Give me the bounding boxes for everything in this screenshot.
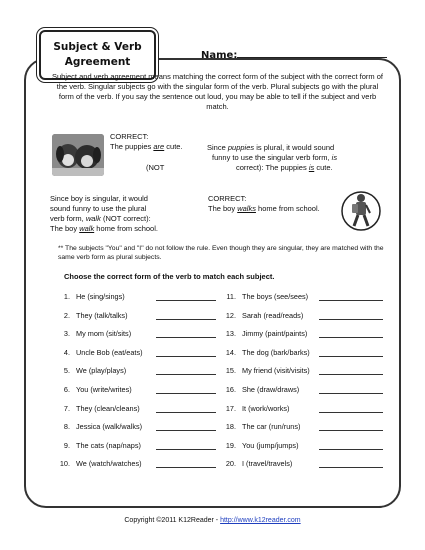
item-text: You (write/writes): [76, 384, 132, 394]
answer-blank[interactable]: [319, 449, 383, 450]
exercise-item: [222, 437, 387, 456]
item-number: 4.: [63, 347, 70, 357]
boy-line-4: [50, 224, 158, 234]
answer-blank[interactable]: [319, 393, 383, 394]
item-number: 3.: [63, 329, 70, 339]
text-span: The puppies: [110, 142, 154, 151]
answer-blank[interactable]: [156, 337, 216, 338]
boy-correct-label: CORRECT:: [208, 194, 247, 203]
text-span: correct): The puppies: [236, 163, 309, 172]
item-text: Jessica (walk/walks): [76, 422, 143, 432]
exercise-item: [222, 418, 387, 437]
item-number: 15.: [225, 366, 236, 376]
word-span: puppies: [227, 143, 255, 152]
puppy-not-label: (NOT: [146, 163, 165, 172]
puppy-plural-line-2: [212, 153, 337, 163]
exercise-item: [222, 381, 387, 400]
boy-line-2: sound funny to use the plural: [50, 204, 147, 213]
verb-span: is: [331, 153, 338, 162]
item-text: We (watch/watches): [76, 459, 142, 469]
answer-blank[interactable]: [156, 319, 216, 320]
text-span: verb form,: [50, 214, 86, 223]
text-span: cute.: [164, 142, 183, 151]
answer-blank[interactable]: [156, 393, 216, 394]
item-number: 11.: [226, 292, 236, 301]
answer-blank[interactable]: [319, 337, 383, 338]
exercise-item: [222, 307, 387, 326]
answer-blank[interactable]: [319, 467, 383, 468]
name-blank[interactable]: [237, 48, 387, 58]
exercise-item: [56, 381, 221, 400]
exercise-item: [56, 288, 221, 307]
item-text: You (jump/jumps): [242, 440, 299, 450]
exercise-item: [56, 344, 221, 363]
boy-walking-image: [341, 186, 381, 236]
text-span: funny to use the singular verb form,: [212, 153, 332, 162]
items-right-column: [222, 288, 387, 474]
verb-span: are: [153, 142, 165, 151]
item-number: 10.: [59, 459, 70, 469]
answer-blank[interactable]: [319, 319, 383, 320]
exercise-item: [56, 362, 221, 381]
name-field: [201, 48, 387, 61]
answer-blank[interactable]: [319, 300, 383, 301]
items-left-column: [56, 288, 221, 474]
answer-blank[interactable]: [156, 374, 216, 375]
text-span: (NOT correct):: [100, 214, 151, 223]
item-number: 9.: [63, 440, 70, 450]
text-span: The boy: [208, 204, 238, 213]
answer-blank[interactable]: [319, 356, 383, 357]
item-text: The boys (see/sees): [242, 292, 309, 301]
name-label: Name:: [201, 50, 238, 61]
item-text: She (draw/draws): [242, 384, 300, 394]
item-text: The cats (nap/naps): [76, 440, 141, 450]
exercise-item: [56, 437, 221, 456]
answer-blank[interactable]: [156, 467, 216, 468]
item-number: 17.: [225, 403, 236, 413]
item-text: My friend (visit/visits): [242, 366, 310, 376]
exercise-item: [56, 307, 221, 326]
puppy-plural-line-3: [236, 163, 333, 173]
verb-span: is: [308, 163, 315, 172]
item-text: Uncle Bob (eat/eats): [76, 347, 143, 357]
instructions: Choose the correct form of the verb to match each subject.: [64, 272, 275, 281]
verb-span: walk: [85, 214, 101, 223]
boy-line-3: [50, 214, 151, 224]
text-span: Since: [207, 143, 228, 152]
item-text: Sarah (read/reads): [242, 310, 304, 320]
exercise-item: [56, 455, 221, 474]
item-number: 18.: [225, 422, 236, 432]
boy-correct-sentence: [208, 204, 320, 214]
footer-link[interactable]: http://www.k12reader.com: [220, 517, 301, 524]
item-number: 6.: [63, 384, 70, 394]
exercise-item: [222, 455, 387, 474]
exercise-item: [56, 325, 221, 344]
item-number: 20.: [225, 459, 236, 469]
item-text: It (work/works): [242, 403, 290, 413]
verb-span: walk: [79, 224, 95, 233]
exercise-item: [222, 288, 387, 307]
exercise-item: [56, 400, 221, 419]
answer-blank[interactable]: [156, 300, 216, 301]
boy-line-1: Since boy is singular, it would: [50, 194, 148, 203]
puppy-correct-sentence: [110, 142, 183, 152]
item-text: He (sing/sings): [76, 292, 125, 301]
item-text: They (talk/talks): [76, 310, 128, 320]
answer-blank[interactable]: [156, 412, 216, 413]
item-text: Jimmy (paint/paints): [242, 329, 308, 339]
text-span: cute.: [314, 163, 333, 172]
item-number: 7.: [63, 403, 70, 413]
answer-blank[interactable]: [319, 430, 383, 431]
answer-blank[interactable]: [156, 430, 216, 431]
item-text: They (clean/cleans): [76, 403, 140, 413]
exercise-item: [222, 344, 387, 363]
answer-blank[interactable]: [156, 449, 216, 450]
item-number: 12.: [225, 310, 236, 320]
answer-blank[interactable]: [156, 356, 216, 357]
puppies-image: [52, 134, 104, 176]
intro-paragraph: Subject and verb agreement means matching the correct form of the subject with the correct form of the verb. Singular subjects go with the singular form of the verb. Plural subjects go with the plural form of the verb. If you say the sentence out loud, you may be able to tell if the subject and verb match.: [52, 72, 383, 111]
item-number: 8.: [63, 422, 70, 432]
item-number: 14.: [225, 347, 236, 357]
answer-blank[interactable]: [319, 374, 383, 375]
puppy-correct-label: CORRECT:: [110, 132, 149, 141]
note-paragraph: ** The subjects "You" and "I" do not follow the rule. Even though they are singular, they are matched with the same verb form as plural subjects.: [58, 245, 384, 261]
exercise-item: [222, 362, 387, 381]
item-text: The car (run/runs): [242, 422, 301, 432]
text-span: is plural, it would sound: [254, 143, 335, 152]
item-text: I (travel/travels): [242, 459, 293, 469]
item-number: 19.: [225, 440, 236, 450]
item-text: The dog (bark/barks): [242, 347, 310, 357]
item-number: 13.: [225, 329, 236, 339]
text-span: home from school.: [255, 204, 320, 213]
answer-blank[interactable]: [319, 412, 383, 413]
item-number: 5.: [63, 366, 70, 376]
item-text: We (play/plays): [76, 366, 127, 376]
footer-text: Copyright ©2011 K12Reader -: [124, 517, 221, 524]
footer: [0, 517, 425, 524]
exercise-item: [222, 325, 387, 344]
item-text: My mom (sit/sits): [76, 329, 132, 339]
text-span: home from school.: [94, 224, 158, 233]
item-number: 1.: [63, 292, 70, 301]
exercise-item: [56, 418, 221, 437]
item-number: 16.: [225, 384, 236, 394]
puppy-plural-line-1: [207, 143, 334, 153]
title-line-2: Agreement: [64, 56, 131, 68]
title-line-1: Subject & Verb: [53, 41, 142, 53]
verb-span: walks: [237, 204, 256, 213]
exercise-item: [222, 400, 387, 419]
item-number: 2.: [63, 310, 70, 320]
text-span: The boy: [50, 224, 80, 233]
